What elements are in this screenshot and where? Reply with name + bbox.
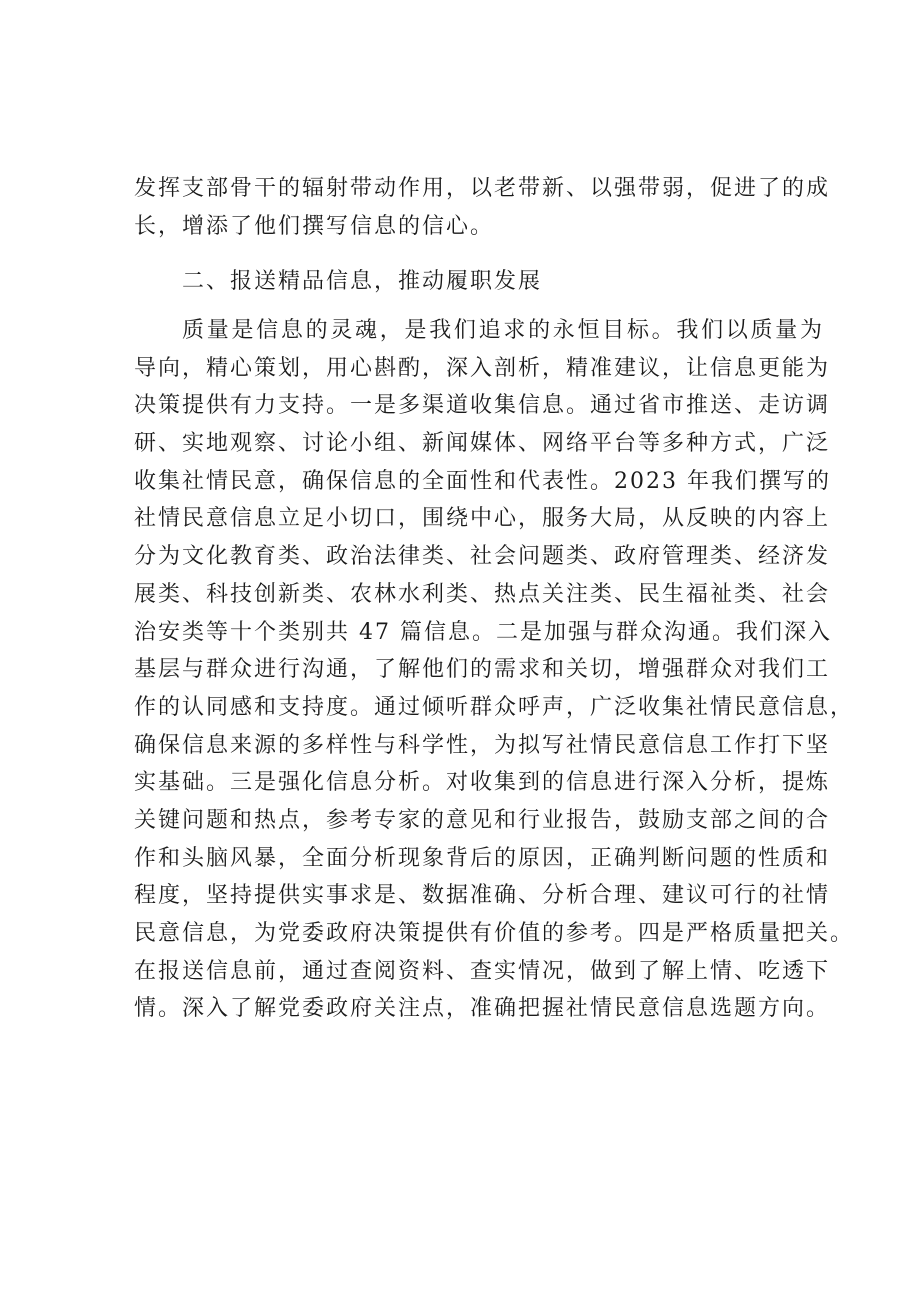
text-line: 社情民意信息立足小切口，围绕中心，服务大局，从反映的内容上 bbox=[134, 506, 831, 532]
text-line: 程度，坚持提供实事求是、数据准确、分析合理、建议可行的社情 bbox=[134, 883, 831, 909]
text-line: 关键问题和热点，参考专家的意见和行业报告，鼓励支部之间的合 bbox=[134, 807, 831, 833]
text-line: 展类、科技创新类、农林水利类、热点关注类、民生福祉类、社会 bbox=[134, 581, 831, 607]
text-line: 决策提供有力支持。一是多渠道收集信息。通过省市推送、走访调 bbox=[134, 393, 831, 419]
text-line: 质量是信息的灵魂，是我们追求的永恒目标。我们以质量为 bbox=[182, 318, 824, 343]
text-line: 民意信息，为党委政府决策提供有价值的参考。四是严格质量把关。 bbox=[134, 921, 855, 946]
section-heading bbox=[134, 263, 824, 301]
text-line: 收集社情民意，确保信息的全面性和代表性。2023 年我们撰写的 bbox=[134, 468, 831, 494]
text-line: 确保信息来源的多样性与科学性，为拟写社情民意信息工作打下坚 bbox=[134, 732, 831, 758]
paragraph-continuation bbox=[134, 170, 831, 245]
text-line: 研、实地观察、讨论小组、新闻媒体、网络平台等多种方式，广泛 bbox=[134, 431, 831, 457]
body-paragraph bbox=[134, 312, 855, 1028]
text-line: 分为文化教育类、政治法律类、社会问题类、政府管理类、经济发 bbox=[134, 544, 831, 570]
text-line: 作的认同感和支持度。通过倾听群众呼声，广泛收集社情民意信息， bbox=[134, 694, 855, 720]
text-line: 长，增添了他们撰写信息的信心。 bbox=[134, 213, 495, 239]
section-heading-text: 二、报送精品信息，推动履职发展 bbox=[182, 269, 543, 294]
text-line: 在报送信息前，通过查阅资料、查实情况，做到了解上情、吃透下 bbox=[134, 958, 831, 984]
text-line: 基层与群众进行沟通，了解他们的需求和关切，增强群众对我们工 bbox=[134, 657, 831, 683]
text-line: 作和头脑风暴，全面分析现象背后的原因，正确判断问题的性质和 bbox=[134, 845, 831, 871]
text-line: 导向，精心策划，用心斟酌，深入剖析，精准建议，让信息更能为 bbox=[134, 355, 831, 381]
text-line: 情。深入了解党委政府关注点，准确把握社情民意信息选题方向。 bbox=[134, 996, 831, 1022]
text-line: 治安类等十个类别共 47 篇信息。二是加强与群众沟通。我们深入 bbox=[134, 619, 832, 645]
text-line: 发挥支部骨干的辐射带动作用，以老带新、以强带弱，促进了的成 bbox=[134, 176, 831, 201]
text-line: 实基础。三是强化信息分析。对收集到的信息进行深入分析，提炼 bbox=[134, 770, 831, 796]
